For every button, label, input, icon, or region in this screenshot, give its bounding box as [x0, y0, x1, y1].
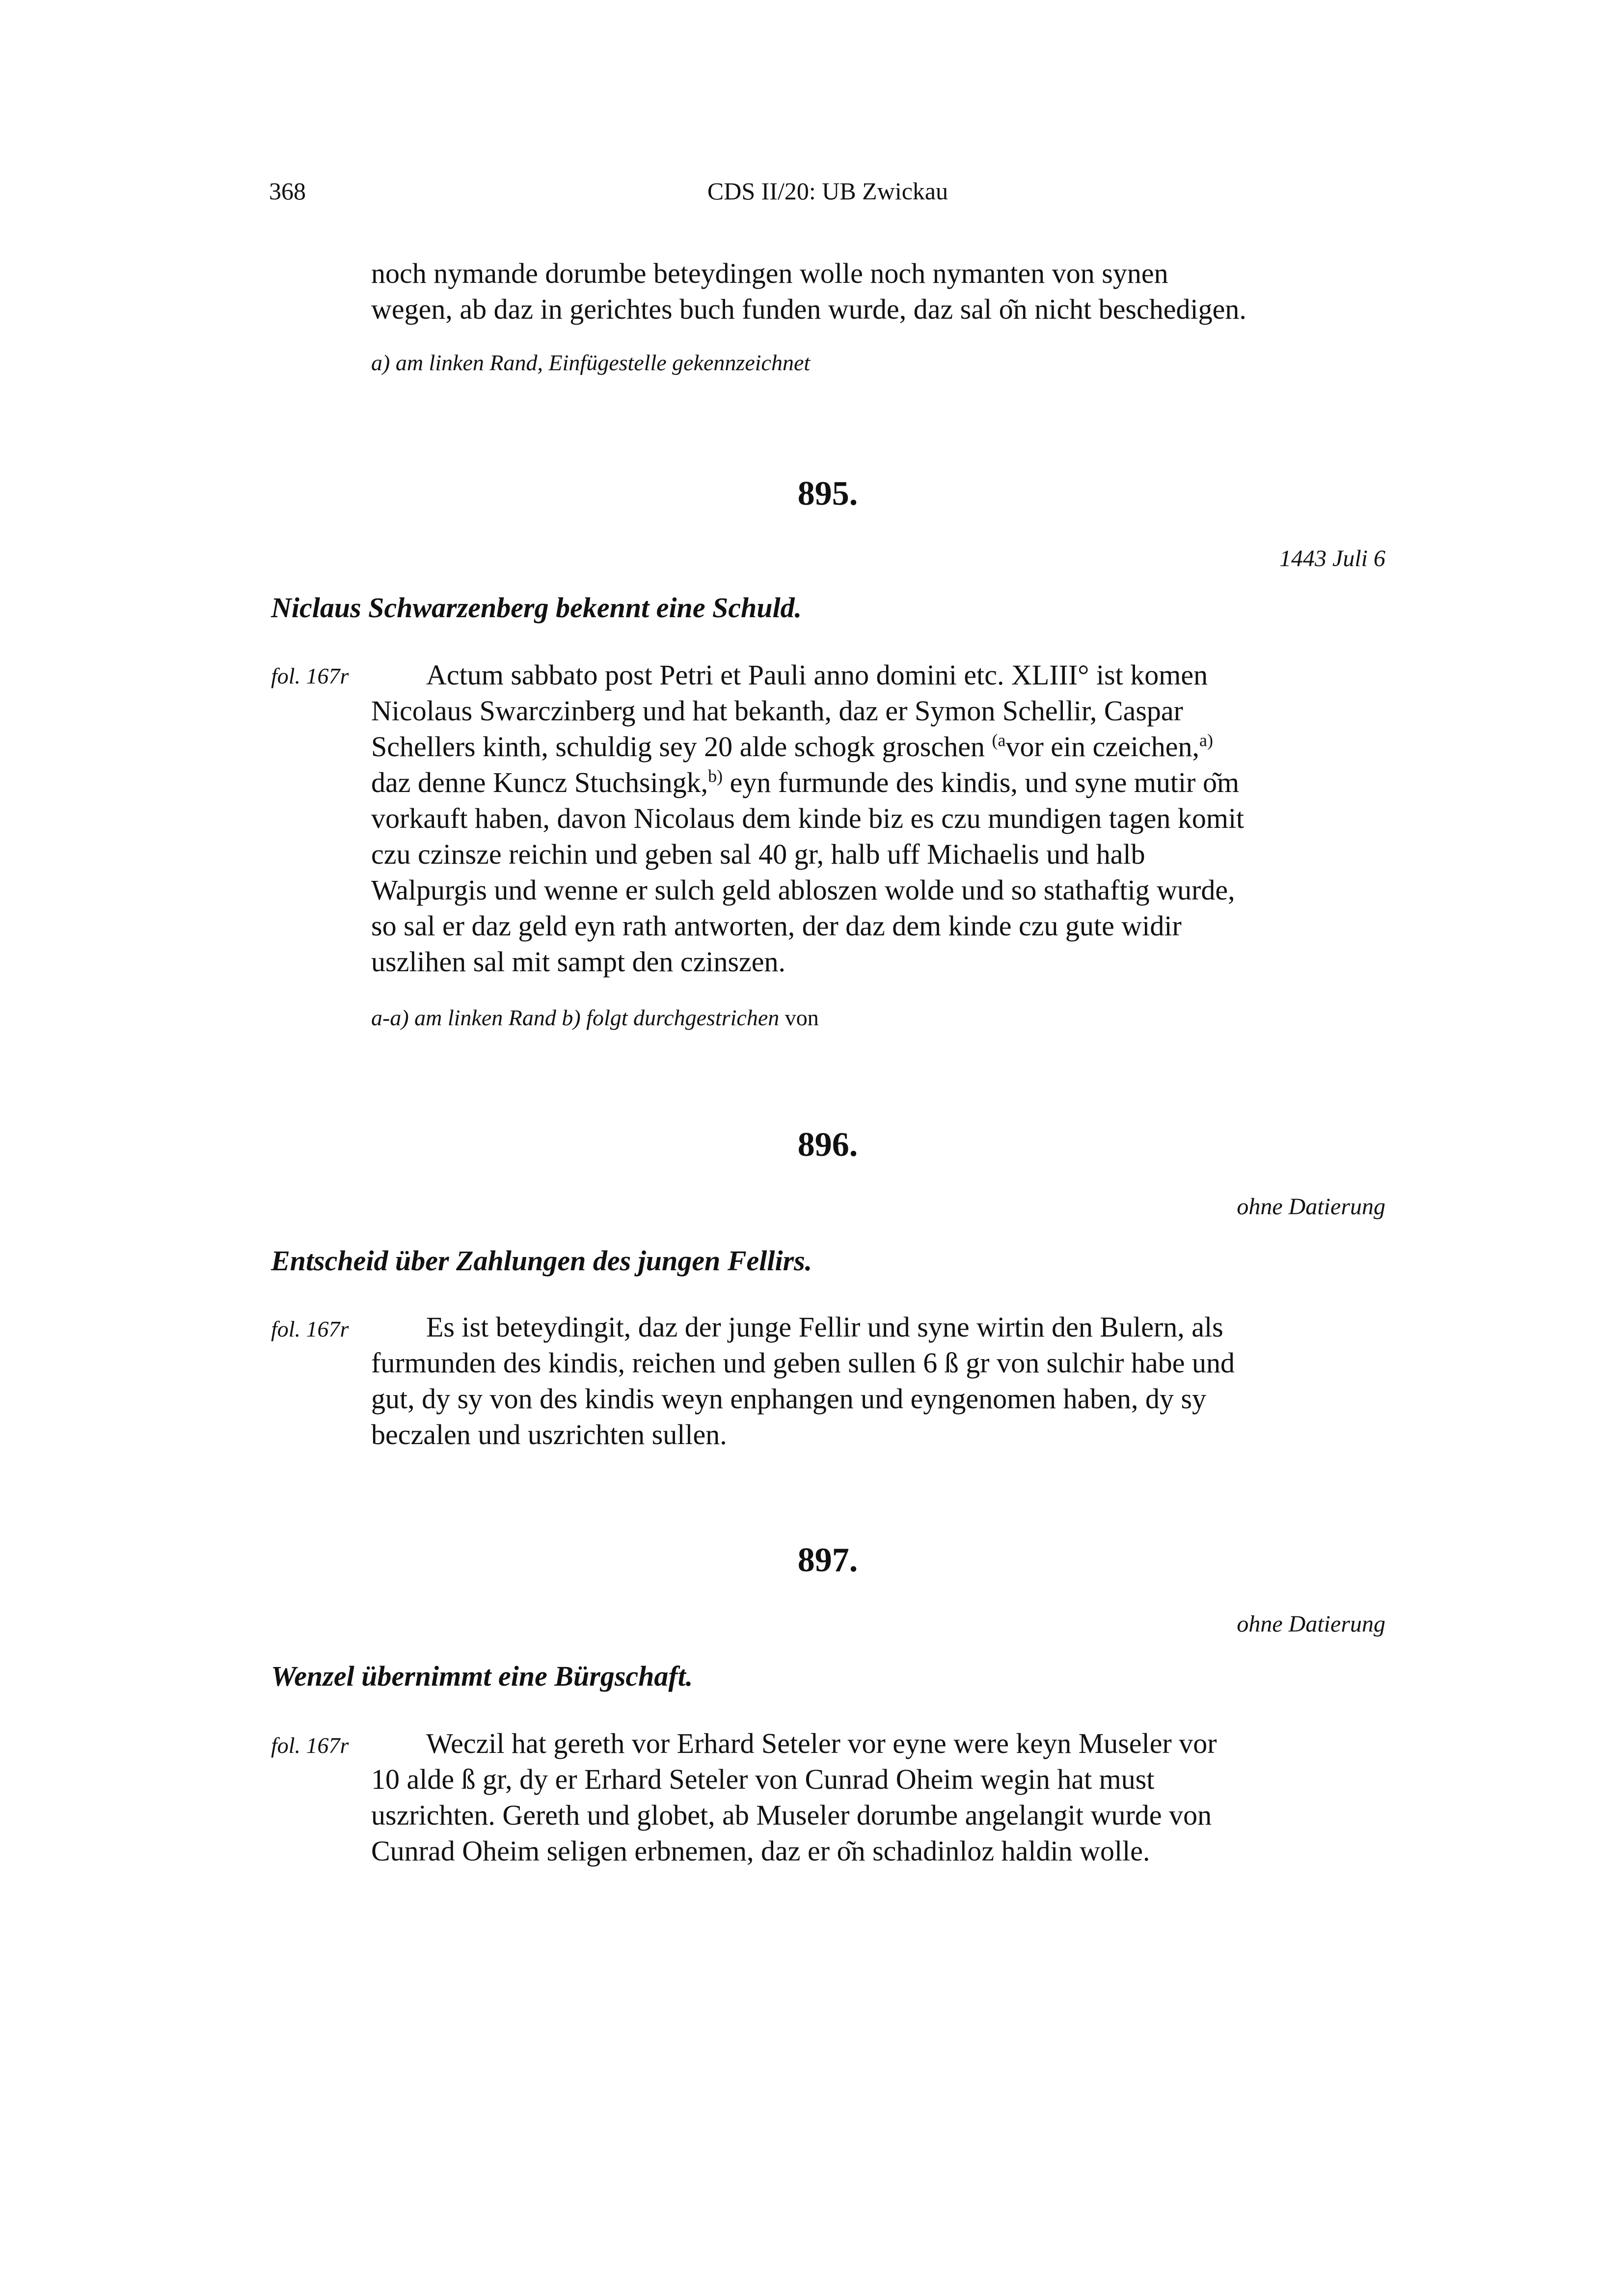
text-line: Weczil hat gereth vor Erhard Seteler vor eyne were keyn Museler vor [426, 1727, 1217, 1759]
document-heading: Niclaus Schwarzenberg bekennt eine Schuld. [271, 592, 802, 624]
document-footnote [371, 1005, 1384, 1031]
text-line: so sal er daz geld eyn rath antworten, der daz dem kinde czu gute widir [371, 910, 1182, 942]
folio-reference: fol. 167r [271, 1733, 349, 1758]
footnote-text: von [779, 1005, 819, 1030]
text-line: Actum sabbato post Petri et Pauli anno domini etc. XLIII° ist komen [426, 659, 1208, 691]
text-line [371, 729, 1384, 765]
footnote-marker: b) [708, 766, 723, 786]
document-number: 896. [797, 1126, 858, 1164]
document-date: ohne Datierung [1237, 1611, 1385, 1637]
text-line: Cunrad Oheim seligen erbnemen, daz er o͂n schadinloz haldin wolle. [371, 1835, 1150, 1867]
text-line: Walpurgis und wenne er sulch geld abloszen wolde und so stathaftig wurde, [371, 874, 1235, 906]
document-text [371, 657, 1384, 980]
text-segment: vor ein czeichen, [1005, 731, 1199, 763]
text-line: beczalen und uszrichten sullen. [371, 1419, 727, 1450]
footnote-marker: (a [992, 730, 1006, 750]
folio-reference: fol. 167r [271, 663, 349, 688]
text-line: uszrichten. Gereth und globet, ab Museler dorumbe angelangit wurde von [371, 1799, 1212, 1831]
document-heading: Entscheid über Zahlungen des jungen Fellirs. [271, 1245, 812, 1277]
document-date: ohne Datierung [1237, 1194, 1385, 1220]
footnote-text: a-a) am linken Rand b) folgt durchgestrichen [371, 1005, 780, 1030]
text-segment: Schellers kinth, schuldig sey 20 alde schogk groschen [371, 731, 992, 763]
document-number: 897. [797, 1541, 858, 1579]
continuation-footnote: a) am linken Rand, Einfügestelle gekennzeichnet [371, 350, 811, 375]
text-line: gut, dy sy von des kindis weyn enphangen und eyngenomen haben, dy sy [371, 1383, 1207, 1415]
text-line: wegen, ab daz in gerichtes buch funden wurde, daz sal o͂n nicht beschedigen. [371, 293, 1246, 325]
text-segment: eyn furmunde des kindis, und syne mutir o͂m [723, 766, 1240, 798]
document-text [371, 1309, 1384, 1452]
page-header [269, 177, 1386, 216]
text-line: uszlihen sal mit sampt den czinszen. [371, 946, 786, 978]
text-line [371, 765, 1384, 800]
running-title: CDS II/20: UB Zwickau [707, 177, 948, 205]
folio-reference: fol. 167r [271, 1316, 349, 1341]
page-number: 368 [269, 177, 306, 205]
text-line: czu czinsze reichin und geben sal 40 gr, halb uff Michaelis und halb [371, 838, 1145, 870]
text-line: Nicolaus Swarczinberg und hat bekanth, daz er Symon Schellir, Caspar [371, 695, 1183, 727]
document-number: 895. [797, 475, 858, 513]
text-line: noch nymande dorumbe beteydingen wolle noch nymanten von synen [371, 257, 1168, 289]
text-segment: daz denne Kuncz Stuchsingk, [371, 766, 708, 798]
text-line: 10 alde ß gr, dy er Erhard Seteler von Cunrad Oheim wegin hat must [371, 1763, 1155, 1795]
text-line: vorkauft haben, davon Nicolaus dem kinde biz es czu mundigen tagen komit [371, 802, 1244, 834]
document-date: 1443 Juli 6 [1279, 546, 1385, 572]
document-text [371, 1725, 1384, 1869]
continuation-text [371, 255, 1384, 327]
document-heading: Wenzel übernimmt eine Bürgschaft. [271, 1660, 693, 1692]
text-line: Es ist beteydingit, daz der junge Fellir und syne wirtin den Bulern, als [426, 1311, 1223, 1343]
footnote-marker: a) [1199, 730, 1213, 750]
text-line: furmunden des kindis, reichen und geben sullen 6 ß gr von sulchir habe und [371, 1347, 1235, 1379]
